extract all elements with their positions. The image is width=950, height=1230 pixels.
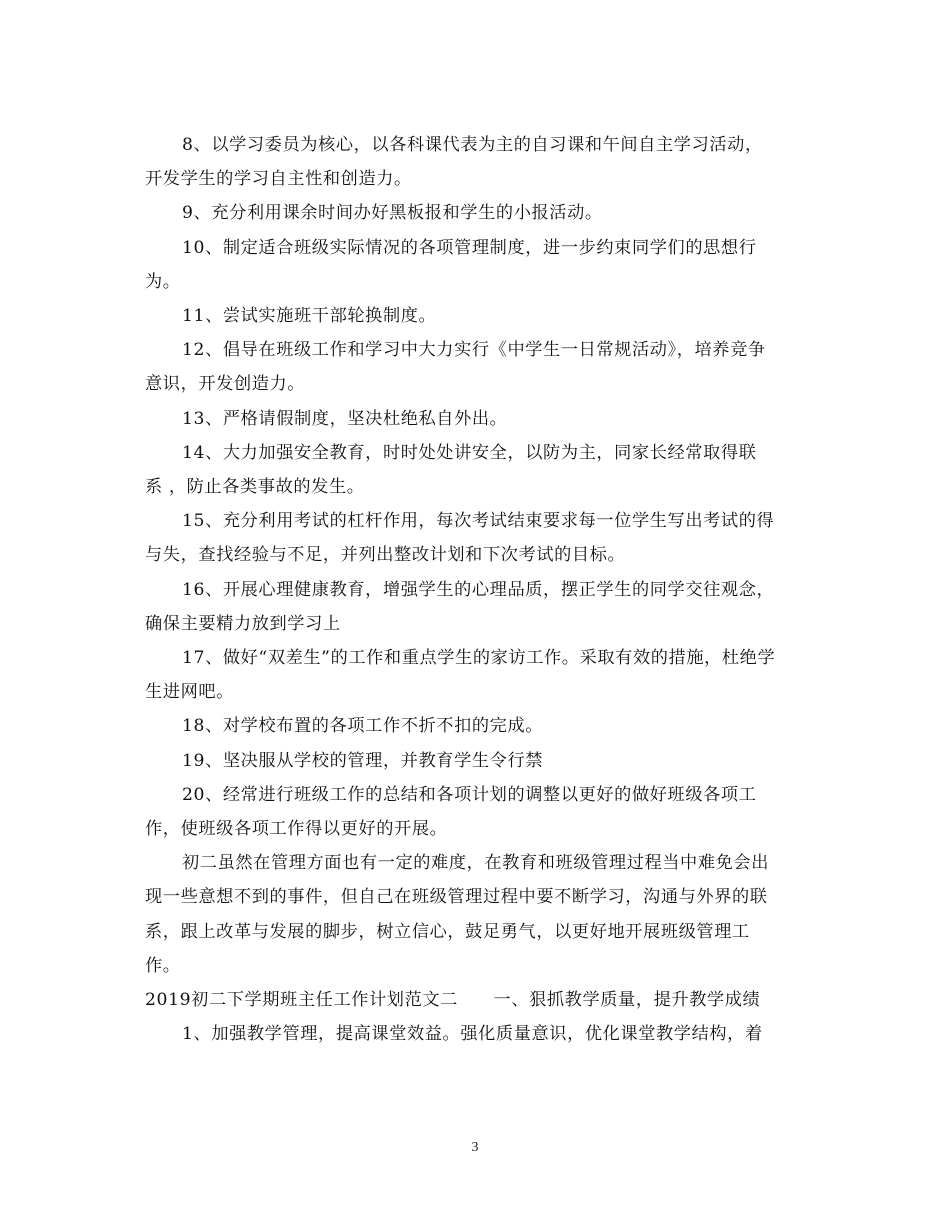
text-line: 1、加强教学管理，提高课堂效益。强化质量意识，优化课堂教学结构，着	[182, 1024, 763, 1045]
text-line: 现一些意想不到的事件，但自己在班级管理过程中要不断学习，沟通与外界的联	[145, 887, 768, 908]
text-line: 11、尝试实施班干部轮换制度。	[182, 306, 437, 327]
text-line: 2019初二下学期班主任工作计划范文二 一、狠抓教学质量，提升教学成绩	[145, 990, 761, 1011]
text-line: 初二虽然在管理方面也有一定的难度，在教育和班级管理过程当中难免会出	[182, 853, 769, 874]
text-line: 14、大力加强安全教育，时时处处讲安全，以防为主，同家长经常取得联	[182, 442, 757, 463]
text-line: 8、以学习委员为核心，以各科课代表为主的自习课和午间自主学习活动，	[182, 135, 763, 155]
text-line: 15、充分利用考试的杠杆作用，每次考试结束要求每一位学生写出考试的得	[182, 511, 775, 532]
text-line: 开发学生的学习自主性和创造力。	[145, 169, 412, 190]
text-line: 18、对学校布置的各项工作不折不扣的完成。	[182, 716, 544, 737]
text-line: 13、严格请假制度，坚决杜绝私自外出。	[182, 408, 508, 429]
text-line: 意识，开发创造力。	[145, 374, 306, 395]
text-line: 20、经常进行班级工作的总结和各项计划的调整以更好的做好班级各项工	[182, 784, 757, 805]
text-line: 19、坚决服从学校的管理，并教育学生令行禁	[182, 750, 544, 771]
text-line: 17、做好“双差生”的工作和重点学生的家访工作。采取有效的措施，杜绝学	[182, 648, 776, 669]
text-line: 10、制定适合班级实际情况的各项管理制度，进一步约束同学们的思想行	[182, 237, 757, 258]
text-line: 12、倡导在班级工作和学习中大力实行《中学生一日常规活动》，培养竞争	[182, 340, 766, 361]
page-number: 3	[471, 1140, 479, 1155]
text-line: 16、开展心理健康教育，增强学生的心理品质，摆正学生的同学交往观念，	[182, 579, 775, 600]
text-line: 为。	[145, 271, 181, 292]
text-line: 生进网吧。	[145, 682, 234, 703]
document-body	[145, 128, 805, 1051]
text-line: 系，跟上改革与发展的脚步，树立信心，鼓足勇气，以更好地开展班级管理工	[145, 921, 750, 942]
text-line: 与失，查找经验与不足，并列出整改计划和下次考试的目标。	[145, 545, 626, 566]
text-line: 确保主要精力放到学习上	[145, 613, 341, 634]
text-line: 作。	[145, 955, 181, 976]
text-line: 9、充分利用课余时间办好黑板报和学生的小报活动。	[182, 203, 603, 224]
text-line: 系 ，防止各类事故的发生。	[145, 477, 365, 498]
text-line: 作，使班级各项工作得以更好的开展。	[145, 819, 448, 840]
